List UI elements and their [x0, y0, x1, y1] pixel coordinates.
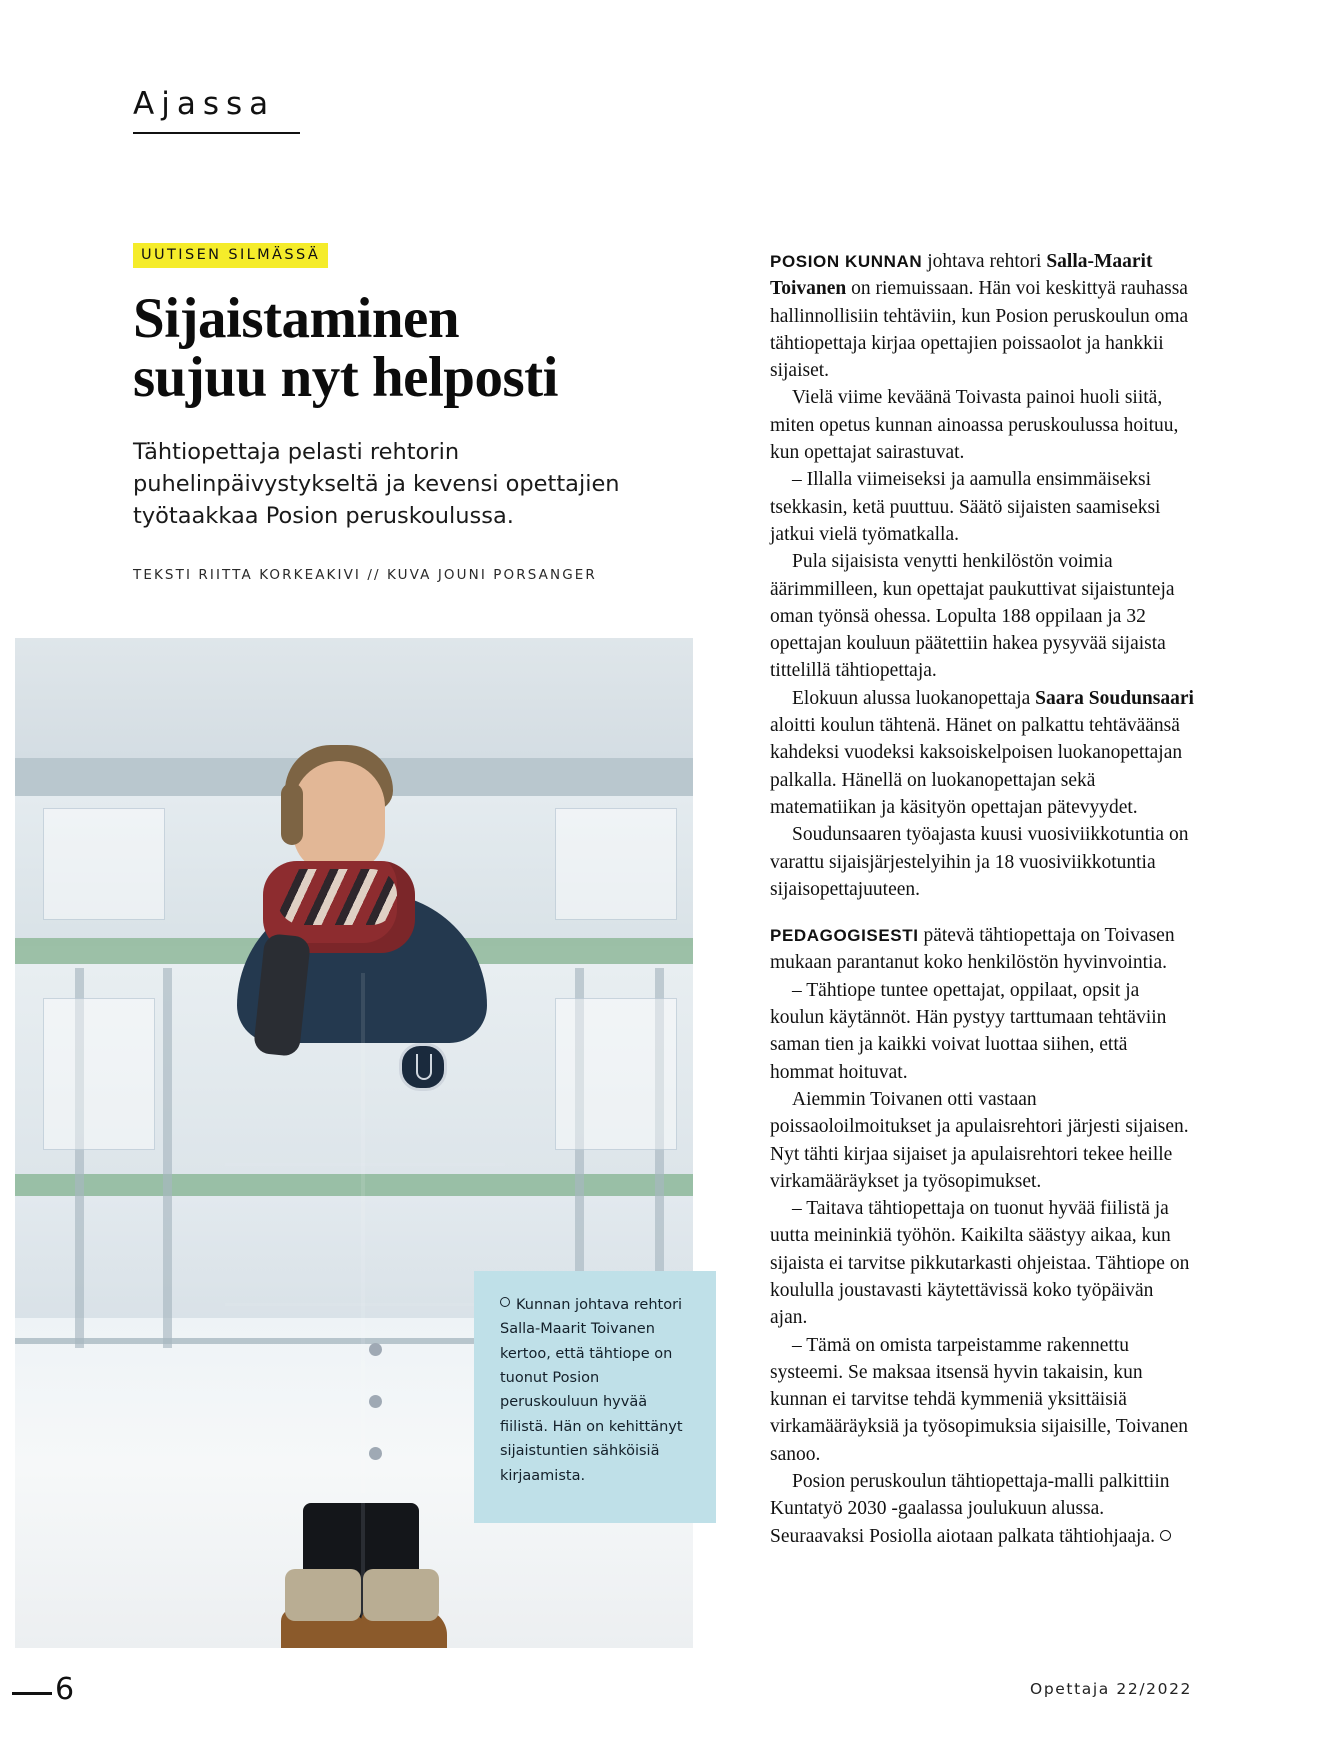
railing-post: [163, 968, 172, 1348]
coat-logo-badge: [399, 1043, 447, 1091]
body-paragraph: Pula sijaisista venytti henkilöstön voimia äärimmilleen, kun opettajat paukuttivat sijaistunteja oman työnsä ohessa. Lopulta 188 oppilaan ja 32 opettajan kouluun päätettiin hakea pysyvää sijaista tittelillä tähtiopettaja.: [770, 551, 1175, 682]
body-paragraph: [770, 685, 1194, 821]
window: [555, 998, 677, 1150]
coat-seam: [225, 1303, 505, 1306]
issue-label: Opettaja 22/2022: [1030, 1680, 1192, 1698]
kicker-badge: UUTISEN SILMÄSSÄ: [133, 243, 328, 268]
body-text: johtava rehtori: [922, 251, 1047, 272]
body-paragraph: Soudunsaaren työajasta kuusi vuosiviikkotuntia on varattu sijaisjärjestelyihin ja 18 vuosiviikkotuntia sijaisopettajuuteen.: [770, 824, 1189, 900]
section-title: Ajassa: [133, 86, 276, 122]
page-number: 6: [55, 1672, 75, 1707]
hair-side: [281, 783, 303, 845]
body-paragraph: [770, 248, 1194, 384]
body-text: aloitti koulun tähtenä. Hänet on palkattu tehtäväänsä kahdeksi vuodeksi kaksoiskelpoisen luokanopettajan palkalla. Hänellä on luokanopettajan sekä matematiikan ja käsityön opettajan pätevyydet.: [770, 715, 1183, 818]
caption-text: Kunnan johtava rehtori Salla-Maarit Toivanen kertoo, että tähtiope on tuonut Posion peruskouluun hyvää fiilistä. Hän on kehittänyt sijaistuntien sähköisiä kirjaamista.: [500, 1297, 683, 1484]
body-paragraph: – Taitava tähtiopettaja on tuonut hyvää fiilistä ja uutta meininkiä työhön. Kaikilta säästyy aikaa, kun sijaista ei tarvitse pikkutarkasti ohjeistaa. Tähtiope on koululla joustavasti käytettävissä koko työpäivän ajan.: [770, 1198, 1190, 1329]
article-body: [770, 248, 1194, 1550]
headline-line-2: sujuu nyt helposti: [133, 345, 558, 409]
section-smallcaps: PEDAGOGISESTI: [770, 926, 919, 946]
boot-cuff-left: [285, 1569, 361, 1621]
paragraph-spacer: [770, 903, 1194, 922]
body-text: on riemuissaan. Hän voi keskittyä rauhassa hallinnollisiin tehtäviin, kun Posion peruskoulun oma tähtiopettaja kirjaa opettajien poissaolot ja hankkii sijaiset.: [770, 278, 1189, 382]
building-band: [15, 638, 693, 758]
body-paragraph: – Tämä on omista tarpeistamme rakennettu systeemi. Se maksaa itsensä hyvin takaisin, kun kunnan ei tarvitse tehdä kymmeniä yksittäisiä virkamääräyksiä ja työsopimuksia sijaisille, Toivanen sanoo.: [770, 1334, 1188, 1465]
end-mark-icon: [1160, 1530, 1171, 1541]
body-text: Elokuun alussa luokanopettaja: [792, 687, 1036, 709]
person-name: Saara Soudunsaari: [1035, 687, 1194, 709]
face: [293, 761, 385, 873]
photo-caption: [474, 1271, 716, 1523]
window: [43, 998, 155, 1150]
coat-snap-button: [369, 1343, 382, 1356]
page-title: [133, 287, 693, 409]
body-text: pätevä tähtiopettaja on Toivasen mukaan parantanut koko henkilöstön hyvinvointia.: [770, 925, 1175, 974]
article-header: [133, 243, 693, 583]
coat-seam: [225, 1163, 505, 1166]
masthead-divider: [133, 132, 300, 134]
coat-snap-button: [369, 1395, 382, 1408]
body-paragraph: [770, 922, 1194, 977]
body-paragraph: – Illalla viimeiseksi ja aamulla ensimmäiseksi tsekkasin, ketä puuttuu. Säätö sijaisten saamiseksi jatkui vielä työmatkalla.: [770, 469, 1161, 545]
lead-smallcaps: POSION KUNNAN: [770, 252, 923, 271]
byline: TEKSTI RIITTA KORKEAKIVI // KUVA JOUNI PORSANGER: [133, 567, 597, 584]
standfirst: Tähtiopettaja pelasti rehtorin puhelinpäivystykseltä ja kevensi opettajien työtaakkaa Posion peruskoulussa.: [133, 439, 620, 530]
window: [555, 808, 677, 920]
body-paragraph: – Tähtiope tuntee opettajat, oppilaat, opsit ja koulun käytännöt. Hän pystyy tarttumaan tehtäviin saman tien ja kaikki voivat luottaa siihen, että hommat hoituvat.: [770, 979, 1167, 1083]
body-paragraph: Vielä viime keväänä Toivasta painoi huoli siitä, miten opetus kunnan ainoassa peruskoulussa hoituu, kun opettajat sairastuvat.: [770, 387, 1179, 464]
window: [43, 808, 165, 920]
scarf-pattern: [277, 869, 397, 925]
folio-rule: [12, 1692, 52, 1695]
winter-coat: [219, 919, 511, 1529]
person-name: Salla-Maarit Toivanen: [770, 251, 1153, 300]
body-text: Posion peruskoulun tähtiopettaja-malli palkittiin Kuntatyö 2030 -gaalassa joulukuun alussa. Seuraavaksi Posiolla aiotaan palkata tähtiohjaaja.: [770, 1471, 1170, 1547]
coat-zipper: [361, 973, 365, 1493]
body-paragraph: Aiemmin Toivanen otti vastaan poissaoloilmoitukset ja apulaisrehtori järjesti sijaisen. Nyt tähti kirjaa sijaiset ja apulaisrehtori tekee heille virkamääräykset ja työsopimukset.: [770, 1088, 1189, 1192]
caption-bullet-icon: [500, 1297, 510, 1307]
boot-cuff-right: [363, 1569, 439, 1621]
body-paragraph: [770, 1468, 1194, 1550]
headline-line-1: Sijaistaminen: [133, 287, 460, 350]
coat-snap-button: [369, 1447, 382, 1460]
masthead: [133, 86, 533, 134]
